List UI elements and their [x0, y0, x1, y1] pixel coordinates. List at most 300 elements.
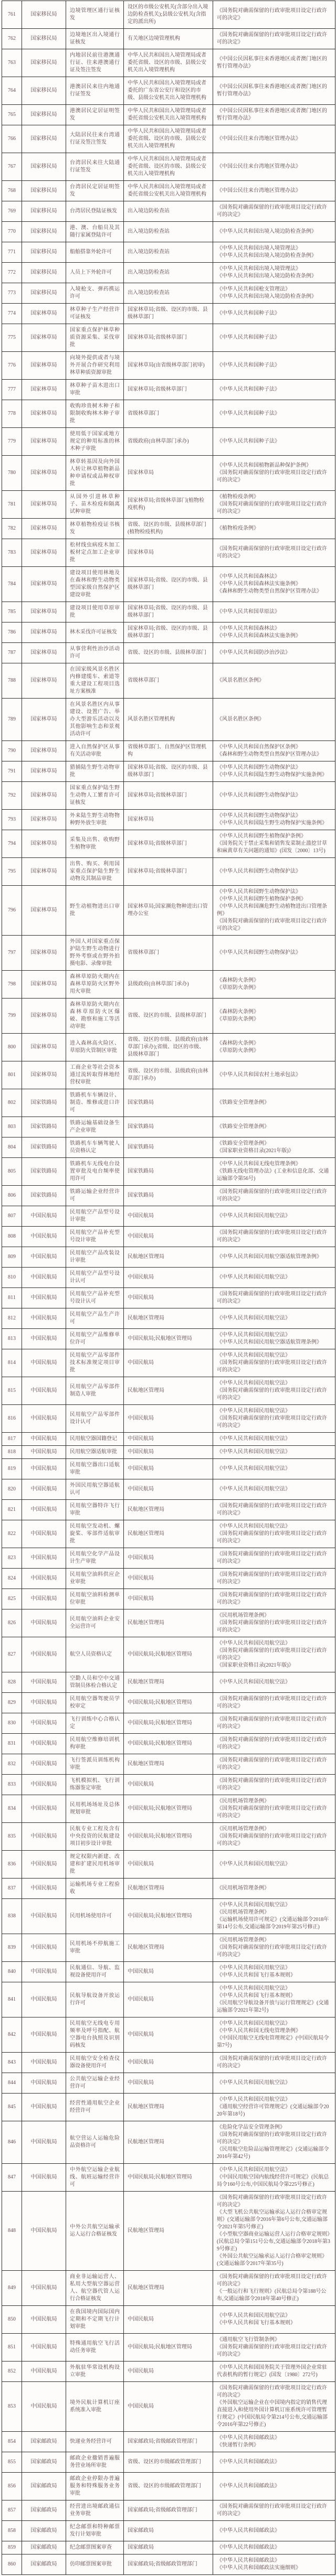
legal-basis-entry: 《一般运行和飞行规则》(民航总局令第188号公布,交通运输部令2018年第40号修正) — [217, 2289, 327, 2302]
legal-basis-entry: 《中华人民共和国邮政法》 — [217, 2483, 280, 2489]
legal-basis-cell — [213, 2306, 335, 2334]
table-row — [2, 622, 335, 643]
legal-basis-cell — [213, 1795, 335, 1823]
table-row — [2, 1500, 335, 1520]
row-number-cell: 796 — [2, 886, 22, 936]
item-name-cell: 经营性通用航空企业经营许可 — [66, 2094, 124, 2121]
table-row — [2, 2554, 335, 2575]
legal-basis-cell — [213, 1227, 335, 1247]
row-number-cell: 844 — [2, 2073, 22, 2094]
legal-basis-entry: 《中华人民共和国野生植物保护条例》 — [217, 896, 306, 902]
table-row — [2, 1899, 335, 1934]
legal-basis-entry: 《中国公民因私事往来香港地区或者澳门地区的暂行管理办法》 — [217, 56, 327, 69]
legal-basis-entry: 《中华人民共和国森林法》 — [217, 626, 280, 631]
document-page — [0, 1, 336, 2575]
legal-basis-cell — [213, 539, 335, 567]
row-number-cell: 784 — [2, 567, 22, 602]
legal-basis-entry: 《国务院对确需保留的行政审批项目设定行政许可的决定》 — [217, 918, 327, 931]
row-number-cell: 768 — [2, 181, 22, 201]
item-name-cell: 民用航空化学产品设计生产审批 — [66, 1548, 124, 1569]
legal-basis-cell — [213, 242, 335, 263]
table-row — [2, 1775, 335, 1795]
row-number-cell: 835 — [2, 1823, 22, 1851]
department-cell: 中国民航局 — [22, 1879, 66, 1899]
agency-cell: 民航地区管理局 — [124, 1520, 213, 1548]
agency-cell: 中华人民共和国出入境管理局或者委托的广东省公安厅和设区的市级、县级公安机关出入境管理机构 — [124, 77, 213, 105]
item-name-cell: 建设项目使用林地及在森林和野生动物类型国家级自然保护区建设审批 — [66, 567, 124, 602]
department-cell: 中国民航局 — [22, 2017, 66, 2053]
legal-basis-cell — [213, 1308, 335, 1329]
legal-basis-entry: 《国务院对确需保留的行政审批项目设定行政许可的决定》 — [217, 32, 327, 45]
table-row — [2, 2500, 335, 2521]
agency-cell: 国家林草局;省级林草部门 — [124, 830, 213, 858]
table-row — [2, 1446, 335, 1459]
table-row — [2, 181, 335, 201]
department-cell: 中国民航局 — [22, 1405, 66, 1433]
legal-basis-entry: 《国务院对确需保留的行政审批项目设定行政许可的决定》 — [217, 1945, 327, 1958]
department-cell: 中国民航局 — [22, 2334, 66, 2362]
legal-basis-cell — [213, 1934, 335, 1962]
item-name-cell: 野生动植物进出口审批 — [66, 886, 124, 936]
department-cell: 中国民航局 — [22, 1982, 66, 2017]
legal-basis-entry: 《民用机场管理条例》 — [217, 1885, 269, 1891]
agency-cell: 中国民航局;民航地区管理局 — [124, 1713, 213, 1734]
agency-cell: 中国民航局 — [124, 1446, 213, 1459]
item-name-cell: 仿印邮票图案审批 — [66, 2554, 124, 2575]
item-name-cell: 民航专业工程及含有中央投资的民航建设项目初步设计审批 — [66, 1823, 124, 1851]
legal-basis-entry: 《国务院对确需保留的行政审批项目设定行政许可的决定》 — [217, 1230, 327, 1243]
table-row — [2, 1433, 335, 1446]
legal-basis-entry: 《中华人民共和国民用航空法》 — [217, 1679, 290, 1685]
row-number-cell: 820 — [2, 1479, 22, 1500]
department-cell: 国家林草局 — [22, 567, 66, 602]
row-number-cell: 801 — [2, 1061, 22, 1089]
department-cell: 国家移民局 — [22, 201, 66, 222]
agency-cell: 省级林草部门、自然保护区管理机构 — [124, 741, 213, 761]
table-row — [2, 1754, 335, 1775]
item-name-cell: 在我国境内国际国内定期和不定期飞行计划审批 — [66, 2306, 124, 2334]
legal-basis-entry: 《中华人民共和国民用航空法》 — [217, 1274, 290, 1280]
department-cell: 国家铁路局 — [22, 1158, 66, 1186]
agency-cell: 国家林草局;省级林草部门 — [124, 782, 213, 810]
agency-cell: 国家林草局;省级、设区的市级、县级林草部门 — [124, 622, 213, 643]
item-name-cell: 在国家级风景名胜区内修建缆车、索道等重大建设工程项目选址方案核准 — [66, 663, 124, 699]
legal-basis-entry: 《中华人民共和国出境入境边防检查条例》 — [217, 273, 317, 279]
legal-basis-entry: 《中华人民共和国野生动物保护法》 — [217, 813, 301, 819]
legal-basis-entry: 《中华人民共和国野生动物保护法》 — [217, 950, 301, 956]
legal-basis-cell — [213, 1, 335, 29]
legal-basis-entry: 《危险化学品安全管理条例》 — [217, 2124, 285, 2130]
table-row — [2, 2192, 335, 2271]
legal-basis-cell — [213, 456, 335, 491]
department-cell: 中国民航局 — [22, 1569, 66, 1589]
item-name-cell: 森林草原防火期内在森林草原防火区野外用火审批 — [66, 971, 124, 999]
legal-basis-cell — [213, 125, 335, 153]
department-cell: 中国民航局 — [22, 1589, 66, 1609]
department-cell: 中国民航局 — [22, 2121, 66, 2164]
row-number-cell: 845 — [2, 2094, 22, 2121]
item-name-cell: 邮政企业停限办普遍服务和特殊服务业务审批 — [66, 2473, 124, 2500]
legal-basis-entry: 《中国公民因私事往来香港地区或者澳门地区的暂行管理办法》 — [217, 108, 327, 121]
row-number-cell: 776 — [2, 352, 22, 380]
item-name-cell: 港澳居民定居证明签发 — [66, 105, 124, 125]
agency-cell: 中国民航局 — [124, 2053, 213, 2073]
legal-basis-cell — [213, 1405, 335, 1433]
legal-basis-entry: 《外国公共航空运输承运人运行合格审定规则》(交通运输部令2017年第35号) — [217, 2253, 327, 2267]
row-number-cell: 769 — [2, 201, 22, 222]
department-cell: 国家移民局 — [22, 49, 66, 77]
item-name-cell: 民用航空器适航审批 — [66, 1446, 124, 1459]
row-number-cell: 779 — [2, 428, 22, 456]
department-cell: 国家林草局 — [22, 663, 66, 699]
department-cell: 国家林草局 — [22, 886, 66, 936]
table-row — [2, 1609, 335, 1637]
item-name-cell: 民用航空器特许飞行审批 — [66, 1500, 124, 1520]
department-cell: 国家林草局 — [22, 456, 66, 491]
row-number-cell: 834 — [2, 1795, 22, 1823]
item-name-cell: 民用航空发动机、螺旋桨、零部件适航审批 — [66, 1520, 124, 1548]
row-number-cell: 832 — [2, 1754, 22, 1775]
legal-basis-entry: 《国家职业资格目录(2021年版)》 — [217, 1148, 294, 1154]
department-cell: 国家林草局 — [22, 324, 66, 352]
row-number-cell: 823 — [2, 1548, 22, 1569]
legal-basis-entry: 《中华人民共和国民用航空法》 — [217, 1985, 290, 1991]
agency-cell: 国家邮政局 — [124, 2521, 213, 2541]
agency-cell: 国家林草局 — [124, 456, 213, 491]
department-cell: 国家林草局 — [22, 810, 66, 830]
row-number-cell: 818 — [2, 1446, 22, 1459]
table-row — [2, 1247, 335, 1268]
table-row — [2, 810, 335, 830]
row-number-cell: 840 — [2, 1962, 22, 1982]
table-row — [2, 2432, 335, 2452]
legal-basis-entry: 《国务院对确需保留的行政审批项目设定行政许可的决定》 — [217, 1716, 327, 1730]
legal-basis-entry: 《中华人民共和国飞行基本规则》 — [217, 1972, 296, 1978]
item-name-cell: 铁路运输基础设备生产企业审批 — [66, 1117, 124, 1137]
table-row — [2, 428, 335, 456]
table-row — [2, 2121, 335, 2164]
legal-basis-entry: 《中华人民共和国民用航空法》 — [217, 2167, 290, 2173]
department-cell: 国家邮政局 — [22, 2500, 66, 2521]
legal-basis-entry: 《民用机场管理条例》 — [217, 1909, 269, 1915]
item-name-cell: 人员上下外轮许可 — [66, 263, 124, 283]
agency-cell: 民航地区管理局 — [124, 1500, 213, 1520]
legal-basis-entry: 《草原防火条例》 — [217, 1048, 259, 1054]
item-name-cell: 大陆居民往来台湾通行证及签注签发 — [66, 125, 124, 153]
legal-basis-cell — [213, 181, 335, 201]
department-cell: 国家林草局 — [22, 858, 66, 886]
row-number-cell: 803 — [2, 1117, 22, 1137]
legal-basis-cell — [213, 283, 335, 304]
legal-basis-entry: 《草原防火条例》 — [217, 1016, 259, 1022]
item-name-cell: 向境外提供或者与境外开展合作研究利用林草种质资源审批 — [66, 352, 124, 380]
legal-basis-cell — [213, 1609, 335, 1637]
agency-cell: 中华人民共和国出入境管理局或者委托省级、设区的市级、县级公安机关出入境管理机构 — [124, 49, 213, 77]
legal-basis-cell — [213, 999, 335, 1034]
legal-basis-entry: 《国务院对确需保留的行政审批项目设定行政许可的决定》 — [217, 546, 327, 559]
department-cell: 中国民航局 — [22, 1823, 66, 1851]
department-cell: 中国民航局 — [22, 1713, 66, 1734]
legal-basis-cell — [213, 1713, 335, 1734]
legal-basis-cell — [213, 1061, 335, 1089]
agency-cell: 省级、设区的市级、县级林草部门(植物检疫机构) — [124, 519, 213, 539]
item-name-cell: 中外公共航空运输承运人运行合格证核发 — [66, 2192, 124, 2271]
department-cell: 中国民航局 — [22, 2362, 66, 2382]
legal-basis-entry: 《中华人民共和国野生动物保护法》 — [217, 792, 301, 798]
legal-basis-cell — [213, 1377, 335, 1405]
table-row — [2, 1934, 335, 1962]
item-name-cell: 国家重点保护陆生野生动物人工繁育许可证核发 — [66, 782, 124, 810]
table-row — [2, 782, 335, 810]
row-number-cell: 780 — [2, 456, 22, 491]
department-cell: 国家邮政局 — [22, 2541, 66, 2554]
agency-cell: 省级林草部门 — [124, 663, 213, 699]
legal-basis-entry: 《中华人民共和国民用航空法》 — [217, 1902, 290, 1908]
department-cell: 国家林草局 — [22, 539, 66, 567]
legal-basis-entry: 《国务院对确需保留的行政审批项目设定行政许可的决定》 — [217, 1737, 327, 1750]
legal-basis-entry: 《国务院对确需保留的行政审批项目设定行政许可的决定》 — [217, 1551, 327, 1564]
department-cell: 国家林草局 — [22, 1034, 66, 1061]
item-name-cell: 港澳居民来往内地通行证签发 — [66, 77, 124, 105]
agency-cell: 国家林草局;省级林草部门 — [124, 324, 213, 352]
legal-basis-cell — [213, 1823, 335, 1851]
table-row — [2, 567, 335, 602]
department-cell: 中国民航局 — [22, 2094, 66, 2121]
table-row — [2, 539, 335, 567]
legal-basis-entry: 《国务院对确需保留的行政审批项目设定行政许可的决定》 — [217, 2504, 327, 2517]
legal-basis-cell — [213, 2362, 335, 2382]
row-number-cell: 858 — [2, 2521, 22, 2541]
item-name-cell: 民用航空油料供应企业审批 — [66, 1569, 124, 1589]
legal-basis-cell — [213, 2121, 335, 2164]
legal-basis-cell — [213, 1247, 335, 1268]
item-name-cell: 铁路机车车辆驾驶人员资格认定 — [66, 1137, 124, 1158]
agency-cell: 风景名胜区管理机构 — [124, 699, 213, 741]
agency-cell: 国家邮政局;省级邮政管理部门 — [124, 2554, 213, 2575]
table-row — [2, 1377, 335, 1405]
agency-cell: 中国民航局 — [124, 2073, 213, 2094]
table-row — [2, 2271, 335, 2306]
item-name-cell: 边境管理区通行证核发 — [66, 1, 124, 29]
legal-basis-cell — [213, 263, 335, 283]
department-cell: 中国民航局 — [22, 1609, 66, 1637]
item-name-cell: 规定权限内新建、改建和扩建民用机场审批 — [66, 1851, 124, 1879]
legal-basis-entry: 《国务院对确需保留的行政审批项目设定行政许可的决定》 — [217, 8, 327, 21]
row-number-cell: 807 — [2, 1206, 22, 1227]
agency-cell: 中国民航局 — [124, 1851, 213, 1879]
item-name-cell: 民航通信、导航、监视设备使用许可 — [66, 1962, 124, 1982]
item-name-cell: 内地居民前往港澳通行证、往来港澳通行证及签注签发 — [66, 49, 124, 77]
table-row — [2, 2362, 335, 2382]
legal-basis-cell — [213, 49, 335, 77]
agency-cell: 民航地区管理局 — [124, 2271, 213, 2306]
item-name-cell: 民用航空产品维修单位许可 — [66, 1329, 124, 1349]
row-number-cell: 857 — [2, 2500, 22, 2521]
agency-cell: 国家林草局;省级林草部门(植物检疫机构) — [124, 491, 213, 519]
agency-cell: 中国民航局 — [124, 1548, 213, 1569]
table-row — [2, 741, 335, 761]
row-number-cell: 785 — [2, 602, 22, 622]
item-name-cell: 飞行签派员训练机构审批 — [66, 1754, 124, 1775]
legal-basis-entry: 《铁路安全管理条例》 — [217, 1124, 269, 1130]
table-row — [2, 1548, 335, 1569]
item-name-cell: 台湾居民定居证明签发 — [66, 181, 124, 201]
department-cell: 国家林草局 — [22, 602, 66, 622]
table-row — [2, 1734, 335, 1754]
legal-basis-cell — [213, 519, 335, 539]
row-number-cell: 770 — [2, 222, 22, 242]
table-row — [2, 886, 335, 936]
row-number-cell: 855 — [2, 2452, 22, 2473]
table-row — [2, 1308, 335, 1329]
item-name-cell: 在风景名胜区内从事建设、设置广告、举办大型游乐活动以及其他影响生态和景观活动许可 — [66, 699, 124, 741]
department-cell: 中国民航局 — [22, 1479, 66, 1500]
row-number-cell: 852 — [2, 2362, 22, 2382]
item-name-cell: 从国外引进林草种子、苗木检疫和隔离试种审批 — [66, 491, 124, 519]
agency-cell: 国家林草局;省级林草部门 — [124, 380, 213, 400]
table-row — [2, 1823, 335, 1851]
legal-basis-entry: 《民用航空危险品运输管理规定》(交通运输部令2016年第42号) — [217, 2146, 329, 2160]
agency-cell: 民航地区管理局 — [124, 1377, 213, 1405]
table-row — [2, 2073, 335, 2094]
legal-basis-entry: 《国务院对确需保留的行政审批项目设定行政许可的决定》 — [217, 1696, 327, 1709]
department-cell: 中国民航局 — [22, 2382, 66, 2432]
legal-basis-entry: 《中华人民共和国草原法》 — [217, 609, 280, 615]
agency-cell: 中国民航局 — [124, 1569, 213, 1589]
department-cell: 中国民航局 — [22, 1329, 66, 1349]
agency-cell: 中国民航局;民航地区管理局 — [124, 1329, 213, 1349]
item-name-cell: 进入森林高火险区、草原防火管制区审批 — [66, 1034, 124, 1061]
legal-basis-entry: 《大型飞机公共航空运输承运人运行合格审定规则》(交通运输部令2016年第6号公布,交通运输部令2021年第5号修正) — [217, 2209, 328, 2230]
table-row — [2, 263, 335, 283]
agency-cell: 设区的市级公安机关(含部分出入境边防检查机关);县级公安机关(含指定的派出所) — [124, 1, 213, 29]
legal-basis-cell — [213, 699, 335, 741]
department-cell: 国家林草局 — [22, 352, 66, 380]
legal-basis-cell — [213, 352, 335, 380]
table-row — [2, 2164, 335, 2192]
table-row — [2, 1637, 335, 1672]
table-row — [2, 1117, 335, 1137]
legal-basis-entry: 《中华人民共和国民用航空法》 — [217, 1315, 290, 1321]
item-name-cell: 民用航空无线电专用频率及呼号指配、航空器电台执照及识别码核发 — [66, 2017, 124, 2053]
agency-cell: 国家林草局;省级、设区的市级、县级林草部门 — [124, 567, 213, 602]
legal-basis-entry: 《森林防火条例》 — [217, 1040, 259, 1046]
item-name-cell: 台湾居民来往大陆通行证签发 — [66, 153, 124, 181]
table-row — [2, 858, 335, 886]
legal-basis-cell — [213, 2521, 335, 2541]
legal-basis-entry: 《中国公民往来台湾地区管理办法》 — [217, 164, 301, 169]
item-name-cell: 使用低于国家或地方规定的种用标准的林木种子审批 — [66, 428, 124, 456]
legal-basis-cell — [213, 2452, 335, 2473]
department-cell: 国家林草局 — [22, 741, 66, 761]
item-name-cell: 边境地区出入境通行证核发 — [66, 29, 124, 49]
department-cell: 国家林草局 — [22, 519, 66, 539]
agency-cell: 国家邮政局;省级邮政管理部门 — [124, 2432, 213, 2452]
legal-basis-cell — [213, 2382, 335, 2432]
department-cell: 国家林草局 — [22, 782, 66, 810]
legal-basis-entry: 《中华人民共和国出境入境边防检查条例》 — [217, 294, 317, 299]
row-number-cell: 789 — [2, 699, 22, 741]
department-cell: 中国民航局 — [22, 2073, 66, 2094]
row-number-cell: 799 — [2, 999, 22, 1034]
item-name-cell: 林草转基因及向外国人转让林草植物新品种申请权或品种权审批 — [66, 456, 124, 491]
legal-basis-cell — [213, 153, 335, 181]
agency-cell: 有关地区边境管理机构 — [124, 29, 213, 49]
legal-basis-entry: 《中华人民共和国农村土地承包法》 — [217, 1072, 301, 1078]
department-cell: 国家林草局 — [22, 304, 66, 324]
legal-basis-entry: 《国务院对确需保留的行政审批项目设定行政许可的决定》 — [217, 2056, 327, 2069]
legal-basis-entry: 《国务院对确需保留的行政审批项目设定行政许可的决定》 — [217, 1531, 327, 1544]
legal-basis-entry: 《国家职业资格目录(2021年版)》 — [217, 1662, 294, 1668]
table-row — [2, 999, 335, 1034]
table-row — [2, 1227, 335, 1247]
table-row — [2, 125, 335, 153]
row-number-cell: 819 — [2, 1459, 22, 1479]
agency-cell: 中国民航局;民航地区管理局 — [124, 1637, 213, 1672]
row-number-cell: 851 — [2, 2334, 22, 2362]
legal-basis-cell — [213, 2192, 335, 2271]
department-cell: 中国民航局 — [22, 1433, 66, 1446]
department-cell: 中国民航局 — [22, 1962, 66, 1982]
table-row — [2, 699, 335, 741]
row-number-cell: 793 — [2, 810, 22, 830]
row-number-cell: 849 — [2, 2271, 22, 2306]
agency-cell: 中华人民共和国出入境管理局或者委托省级公安机关出入境管理机构 — [124, 105, 213, 125]
legal-basis-entry: 《通用航空飞行管制条例》 — [217, 2337, 280, 2343]
department-cell: 中国民航局 — [22, 1288, 66, 1308]
department-cell: 国家邮政局 — [22, 2554, 66, 2575]
legal-basis-cell — [213, 2073, 335, 2094]
legal-basis-entry: 《中华人民共和国种子法》 — [217, 411, 280, 416]
legal-basis-cell — [213, 602, 335, 622]
legal-basis-cell — [213, 2541, 335, 2554]
table-row — [2, 1089, 335, 1117]
agency-cell: 中国民航局 — [124, 1227, 213, 1247]
legal-basis-entry: 《中国公民因私事往来香港地区或者澳门地区的暂行管理办法》 — [217, 84, 327, 97]
agency-cell: 民航地区管理局 — [124, 2094, 213, 2121]
row-number-cell: 828 — [2, 1672, 22, 1693]
department-cell: 中国民航局 — [22, 1446, 66, 1459]
agency-cell: 出入境边防检查站 — [124, 242, 213, 263]
table-row — [2, 304, 335, 324]
department-cell: 国家铁路局 — [22, 1117, 66, 1137]
agency-cell: 中国民航局;民航地区管理局 — [124, 1734, 213, 1754]
legal-basis-cell — [213, 2053, 335, 2073]
legal-basis-entry: 《中华人民共和国民用航空法》 — [217, 1523, 290, 1529]
department-cell: 中国民航局 — [22, 1520, 66, 1548]
table-row — [2, 1459, 335, 1479]
agency-cell: 省级、设区的市级、县级政府(由林草部门承办) — [124, 1061, 213, 1089]
legal-basis-entry: 《国务院对确需保留的行政审批项目设定行政许可的决定》 — [217, 2132, 327, 2145]
department-cell: 中国民航局 — [22, 1206, 66, 1227]
legal-basis-cell — [213, 428, 335, 456]
table-row — [2, 2094, 335, 2121]
table-row — [2, 1851, 335, 1879]
department-cell: 国家林草局 — [22, 643, 66, 663]
item-name-cell: 民用航空器驾驶员学校审定 — [66, 1693, 124, 1713]
item-name-cell: 民用航空产品改装设计审批 — [66, 1247, 124, 1268]
item-name-cell: 工商企业等社会资本通过流转取得林地经营权审批 — [66, 1061, 124, 1089]
legal-basis-cell — [213, 77, 335, 105]
legal-basis-entry: 《中华人民共和国民用航空法》 — [217, 1640, 290, 1646]
department-cell: 国家铁路局 — [22, 1137, 66, 1158]
item-name-cell: 民用航空维修培训机构审批 — [66, 1734, 124, 1754]
legal-basis-cell — [213, 643, 335, 663]
row-number-cell: 830 — [2, 1713, 22, 1734]
row-number-cell: 786 — [2, 622, 22, 643]
legal-basis-entry: 《中华人民共和国飞行基本规则》 — [217, 1993, 296, 1999]
item-name-cell: 入境枪支、弹药携运许可 — [66, 283, 124, 304]
